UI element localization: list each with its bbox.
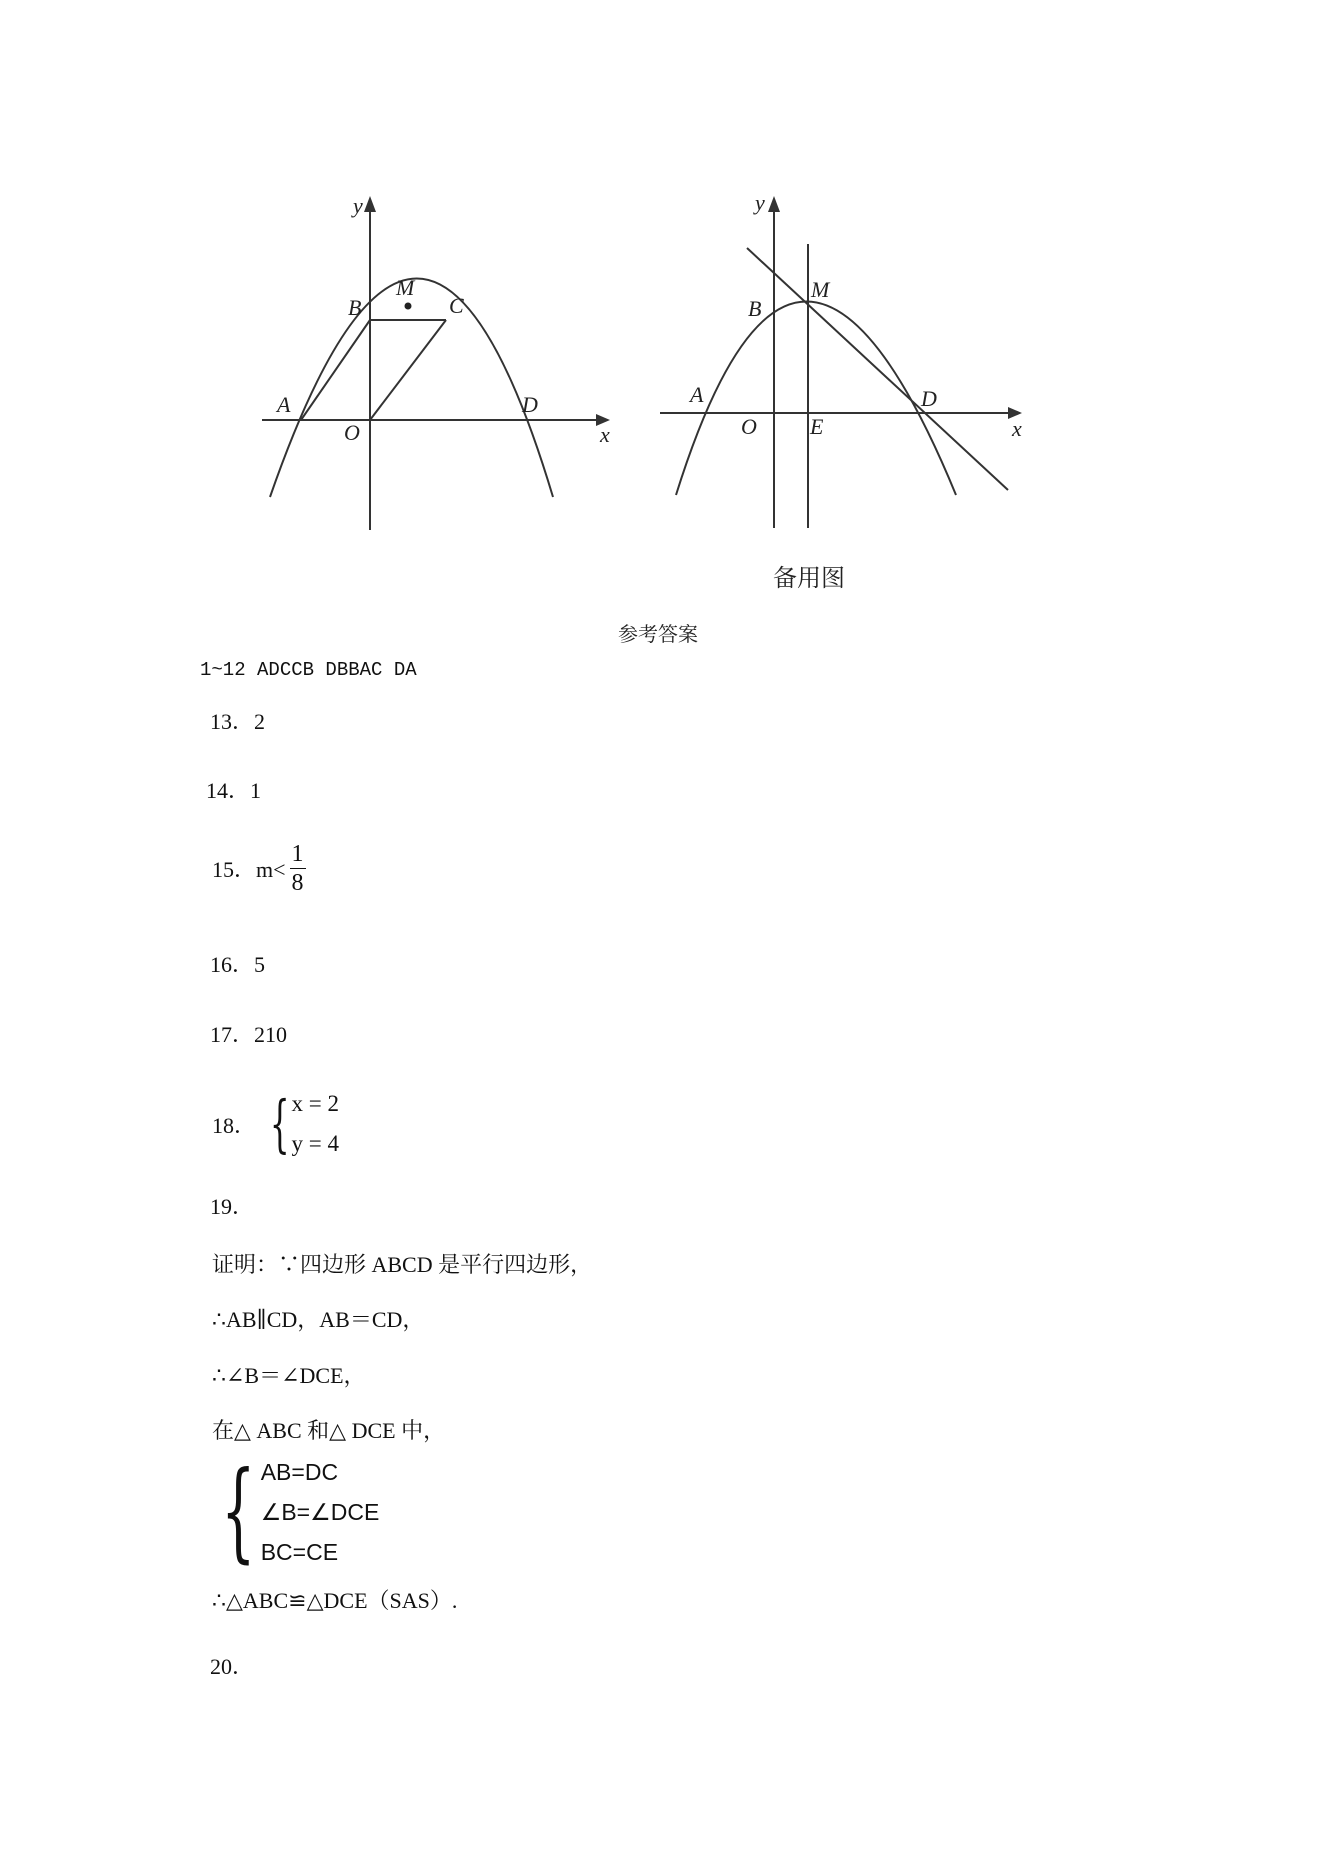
answer-13: 13．2 — [210, 709, 266, 734]
y-axis-arrow — [768, 196, 780, 212]
multiple-choice-answers: 1~12 ADCCB DBBAC DA — [200, 659, 417, 681]
fraction — [290, 840, 306, 897]
proof-system-line-3: BC=CE — [260, 1539, 339, 1565]
left-brace: { — [221, 1449, 256, 1574]
fraction-denominator: 8 — [291, 870, 304, 896]
figure-2-parabola — [650, 180, 1050, 540]
answer-14: 14．1 — [206, 778, 262, 803]
label-a: A — [690, 382, 704, 407]
proof-line-2: ∴AB∥CD，AB＝CD， — [212, 1307, 425, 1332]
answer-18 — [212, 1084, 339, 1164]
answers-heading: 参考答案 — [618, 622, 698, 646]
y-axis-arrow — [364, 196, 376, 212]
proof-system-line-1: AB=DC — [260, 1459, 339, 1485]
line-md — [747, 248, 1008, 490]
point-m — [405, 303, 412, 310]
label-x: x — [1012, 416, 1022, 441]
proof-system — [204, 1449, 380, 1574]
label-d: D — [921, 386, 937, 411]
label-o: O — [344, 420, 360, 445]
label-m: M — [396, 275, 415, 300]
label-a: A — [277, 392, 291, 417]
label-x: x — [600, 422, 610, 447]
answer-18-prefix: 18． — [212, 1112, 257, 1138]
answer-16: 16．5 — [210, 952, 266, 977]
figure-1-parabola — [240, 180, 640, 540]
label-b: B — [748, 296, 762, 321]
proof-system-line-2: ∠B=∠DCE — [260, 1499, 380, 1525]
answer-15 — [212, 840, 306, 897]
equation-system — [291, 1084, 338, 1164]
answer-15-prefix: 15．m< — [212, 857, 286, 882]
answer-17: 17．210 — [210, 1022, 288, 1047]
label-y: y — [353, 193, 363, 218]
label-b: B — [348, 295, 362, 320]
equation-line-2: y = 4 — [291, 1131, 339, 1156]
proof-line-4: 在△ ABC 和△ DCE 中， — [212, 1418, 446, 1443]
fraction-numerator: 1 — [291, 841, 304, 867]
parabola — [270, 279, 553, 498]
label-o: O — [741, 414, 757, 439]
label-m: M — [811, 277, 830, 302]
label-e: E — [810, 414, 824, 439]
segment-ab — [301, 320, 370, 420]
answer-19: 19． — [210, 1194, 255, 1219]
proof-conclusion: ∴△ABC≌△DCE（SAS）. — [212, 1588, 458, 1613]
equation-line-1: x = 2 — [291, 1091, 339, 1116]
label-d: D — [522, 392, 538, 417]
figure-2-caption: 备用图 — [773, 564, 845, 592]
proof-line-1: 证明：∵四边形 ABCD 是平行四边形， — [212, 1252, 593, 1277]
parabola — [676, 302, 956, 496]
label-y: y — [755, 190, 765, 215]
left-brace: { — [269, 1087, 290, 1160]
proof-line-3: ∴∠B＝∠DCE， — [212, 1363, 366, 1388]
segment-oc — [370, 320, 446, 420]
answer-20: 20． — [210, 1654, 255, 1679]
label-c: C — [449, 293, 464, 318]
proof-system-lines — [261, 1452, 380, 1572]
